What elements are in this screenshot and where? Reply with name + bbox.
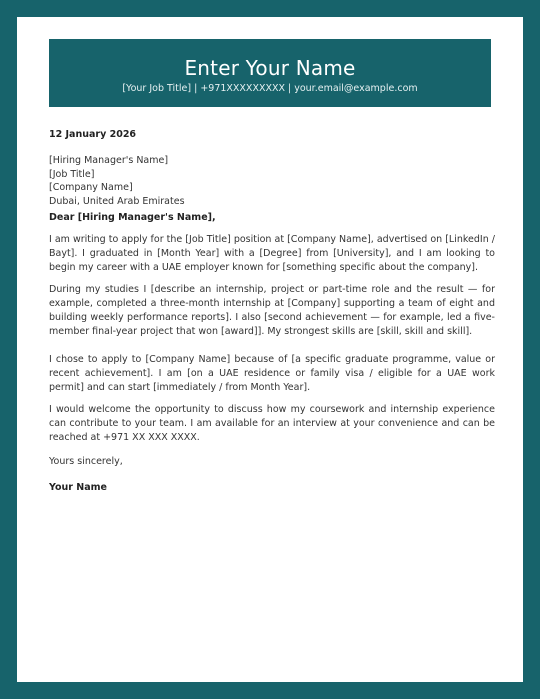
recipient-address: [49, 154, 495, 208]
contact-line: [Your Job Title] | +971XXXXXXXXX | your.email@example.com: [122, 83, 418, 94]
letter-body: [49, 128, 495, 495]
paragraph: I would welcome the opportunity to discuss how my coursework and internship experience can contribute to your team. I am available for an interview at your convenience and can be reached at +971 XX XXX XXXX.: [49, 404, 495, 443]
address-line: [Company Name]: [49, 182, 133, 193]
header-banner: [49, 39, 491, 107]
closing: Yours sincerely,: [49, 456, 123, 467]
signature: Your Name: [49, 482, 107, 493]
paragraph: I am writing to apply for the [Job Title] position at [Company Name], advertised on [LinkedIn / Bayt]. I graduated in [Month Year] with a [Degree] from [University], and I am looking to begin my career with a UAE employer known for [something specific about the company].: [49, 234, 495, 273]
applicant-name: Enter Your Name: [184, 56, 356, 80]
paragraph: I chose to apply to [Company Name] because of [a specific graduate programme, value or recent achievement]. I am [on a UAE residence or family visa / eligible for a UAE work permit] and can start [immediately / from Month Year].: [49, 354, 495, 393]
address-line: Dubai, United Arab Emirates: [49, 195, 185, 207]
letter-date: 12 January 2026: [49, 129, 137, 140]
salutation: Dear [Hiring Manager's Name],: [49, 212, 216, 223]
address-line: [Hiring Manager's Name]: [49, 155, 169, 166]
address-line: [Job Title]: [49, 168, 95, 180]
letter-page: [17, 17, 523, 682]
paragraph: During my studies I [describe an internship, project or part-time role and the result — for example, completed a three-month internship at [Company] supporting a team of eight and building weekly performance reports]. I also [second achievement — for example, led a five-member final-year project that won [award]]. My strongest skills are [skill, skill and skill].: [49, 284, 495, 337]
